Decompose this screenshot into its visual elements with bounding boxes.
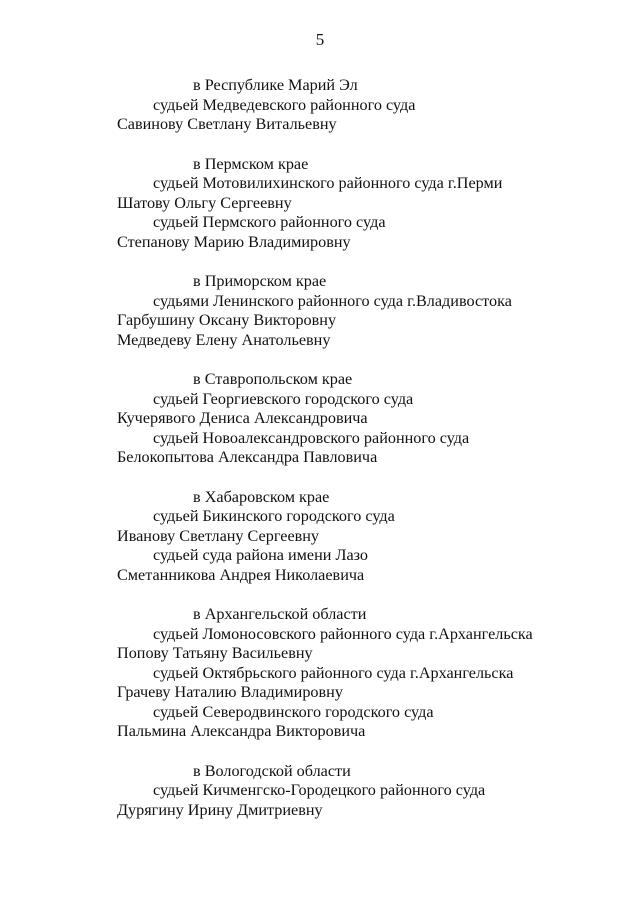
judge-name: Попову Татьяну Васильевну: [117, 644, 313, 662]
judge-name: Кучерявого Дениса Александровича: [117, 409, 368, 427]
region-heading: в Вологодской области: [193, 761, 351, 780]
judge-name: Пальмина Александра Викторовича: [117, 722, 366, 740]
judge-name: Медведеву Елену Анатольевну: [117, 330, 331, 349]
judge-name: Грачеву Наталию Владимировну: [117, 683, 343, 701]
judge-name: Степанову Марию Владимировну: [117, 232, 351, 251]
judge-name: Гарбушину Оксану Викторовну: [117, 311, 337, 329]
judge-name: Дурягину Ирину Дмитриевну: [117, 800, 323, 819]
page-number: 5: [315, 30, 325, 49]
judge-name: Иванову Светлану Сергеевну: [117, 526, 320, 545]
judge-name: Савинову Светлану Витальевну: [117, 115, 337, 133]
court-line: судьей Пермского районного суда: [153, 213, 386, 231]
region-section: [0, 605, 640, 742]
region-section: [0, 76, 640, 135]
court-line: судьей Новоалександровского районного суда: [153, 428, 470, 447]
region-heading: в Республике Марий Эл: [193, 76, 358, 94]
court-line: судьей Кичменгско-Городецкого районного суда: [153, 781, 486, 799]
region-heading: в Приморском крае: [193, 272, 327, 290]
region-section: [0, 488, 640, 586]
region-section: [0, 272, 640, 350]
judge-name: Сметанникова Андрея Николаевича: [117, 565, 365, 584]
court-line: судьей Бикинского городского суда: [153, 507, 395, 525]
region-heading: в Ставропольском крае: [193, 370, 353, 388]
region-heading: в Архангельской области: [193, 605, 367, 623]
court-line: судьей Мотовилихинского районного суда г.Перми: [153, 174, 503, 192]
region-heading: в Пермском крае: [193, 154, 309, 173]
region-section: [0, 762, 640, 821]
region-section: [0, 155, 640, 253]
court-line: судьей Георгиевского городского суда: [153, 389, 414, 408]
region-heading: в Хабаровском крае: [193, 487, 330, 506]
judge-name: Белокопытова Александра Павловича: [117, 448, 378, 466]
court-line: судьей Северодвинского городского суда: [153, 702, 434, 721]
court-line: судьей суда района имени Лазо: [153, 546, 369, 564]
appointments-list: [0, 76, 640, 840]
court-line: судьями Ленинского районного суда г.Владивостока: [153, 291, 512, 310]
court-line: судьей Медведевского районного суда: [153, 95, 416, 114]
court-line: судьей Ломоносовского районного суда г.Архангельска: [153, 624, 533, 643]
judge-name: Шатову Ольгу Сергеевну: [117, 193, 292, 212]
court-line: судьей Октябрьского районного суда г.Архангельска: [153, 663, 514, 682]
region-section: [0, 370, 640, 468]
